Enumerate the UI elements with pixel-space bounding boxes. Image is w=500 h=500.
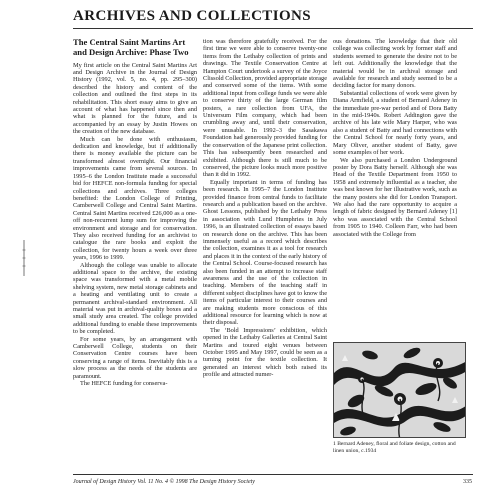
article-title: The Central Saint Martins Art and Design Archive: Phase Two (73, 38, 189, 57)
fabric-design-figure (333, 342, 466, 438)
margin-mark (22, 240, 26, 276)
paragraph: Equally important in terms of funding has been research. In 1995–7 the London Institute provided finance from central funds to facilitate research and a publication based on the archive. Ghost Lessons, published by the Lethaby Press in association with Lund Humphries in July 1996, is an illustrated collection of essays based on research done on the archive. This has been immensely useful as a record which describes the collection, examines it as a tool for research and places it in the context of the early history of the Central School. Course-focused research has also been funded in an attempt to increase staff awareness and the use of the collection in teaching. Members of the teaching staff in different subject disciplines have got to know the items of particular interest to their courses and are making students more conscious of this additional resource for learning which is now at their disposal. (203, 178, 327, 327)
paragraph: Although the college was unable to allocate additional space to the archive, the existing space was transformed with a metal mobile shelving system, new metal storage cabinets and a heating and ventilating unit to create a permanent archival-standard environment. All material was put in archival-quality boxes and a small study area created. The college provided additional funding to enable these improvements to be completed. (73, 261, 197, 336)
paragraph: ous donations. The knowledge that their old college was collecting work by former staff and students seemed to generate the desire not to be left out. Additionally the knowledge that the material would be in archival storage and available for research and study seemed to be a deciding factor for many donors. (333, 38, 457, 90)
journal-citation: Journal of Design History Vol. 11 No. 4 © 1998 The Design History Society (73, 479, 255, 485)
paragraph: For some years, by an arrangement with Camberwell College, students on their Conservation Centre courses have been conserving a range of items. Inevitably this is a slow process as the needs of the students are paramount. (73, 335, 197, 380)
text-column-1 (73, 38, 197, 468)
figure-caption: 1 Bernard Adeney, floral and foliate design, cotton and linen union, c.1934 (333, 441, 456, 454)
paragraph: Substantial collections of work were given by Diana Armfield, a student of Bernard Adeney in the immediate pre-war period and of Dora Batty in the mid-1940s. Robert Addington gave the archive of his late wife Mary Harper, who was also a student of Batty and had connections with the Central School for nearly forty years, and Mary Oliver, another student of Batty, gave some examples of her work. (333, 89, 457, 157)
paragraph: The ‘Bold Impressions’ exhibition, which opened in the Lethaby Galleries at Central Saint Martins and toured eight venues between October 1995 and May 1997, could be seen as a turning point for the textile collection. It generated an interest which both raised its profile and attracted numer- (203, 326, 327, 379)
paragraph: Much can be done with enthusiasm, dedication and knowledge, but if additionally there is money available the picture can be transformed almost overnight. Our financial improvements came from several sources. In 1995–6 the London Institute made a successful bid for HEFCE non-formula funding for special collections and archives. Three colleges benefited: the London College of Printing, Camberwell College and Central Saint Martins. Central Saint Martins received £26,000 as a one-off non-recurrent lump sum for improving the environment and storage and for conservation. They also received funding for an archivist to catalogue the rare books and exploit the collection, for twenty hours a week over three years, 1996 to 1999. (73, 135, 197, 262)
floral-pattern-image (334, 343, 466, 438)
text-column-2 (203, 38, 327, 468)
section-title: ARCHIVES AND COLLECTIONS (73, 8, 311, 24)
text-column-3 (333, 38, 457, 338)
footer-rule (73, 474, 473, 475)
page-number: 335 (463, 479, 472, 485)
header-rule (73, 28, 473, 29)
section-header (73, 8, 473, 25)
paragraph: tion was therefore gratefully received. For the first time we were able to conserve twenty-one items from the Lethaby collection of prints and drawings. The Textile Conservation Centre at Hampton Court undertook a survey of the Joyce Clissold Collection, provided appropriate storage and conserved some of the items. With some additional input from college funds we were able to conserve thirty of the large German film posters, a rare collection from UFA, the Universum Film company, which had been crumbling away and, until their conservation, were unusable. In 1992–3 the Sasakawa Foundation had generously provided funding for the conservation of the Japanese print collection. This has subsequently been researched and exhibited. Although there is still much to be conserved, the picture looks much more positive than it did in 1992. (203, 38, 327, 179)
paragraph: The HEFCE funding for conserva- (80, 380, 168, 388)
paragraph: We also purchased a London Underground poster by Dora Batty herself. Although she was Head of the Textile Department from 1950 to 1958 and extremely influential as a teacher, she was best known for her illustrative work, such as the many posters she did for London Transport. We also had the rare opportunity to acquire a length of fabric designed by Bernard Adeney [1] who was associated with the Central School from 1905 to 1940. Colleen Farr, who had been associated with the College from (333, 156, 457, 238)
paragraph: My first article on the Central Saint Martins Art and Design Archive in the Journal of Design History (1992, vol. 5, no. 4, pp. 295–300) described the history and content of the collection and outlined the first steps in its rehabilitation. This short essay aims to give an account of what has happened since then and what is planned for the future, and is accompanied by an essay by Justin Howes on the creation of the new database. (73, 61, 197, 136)
